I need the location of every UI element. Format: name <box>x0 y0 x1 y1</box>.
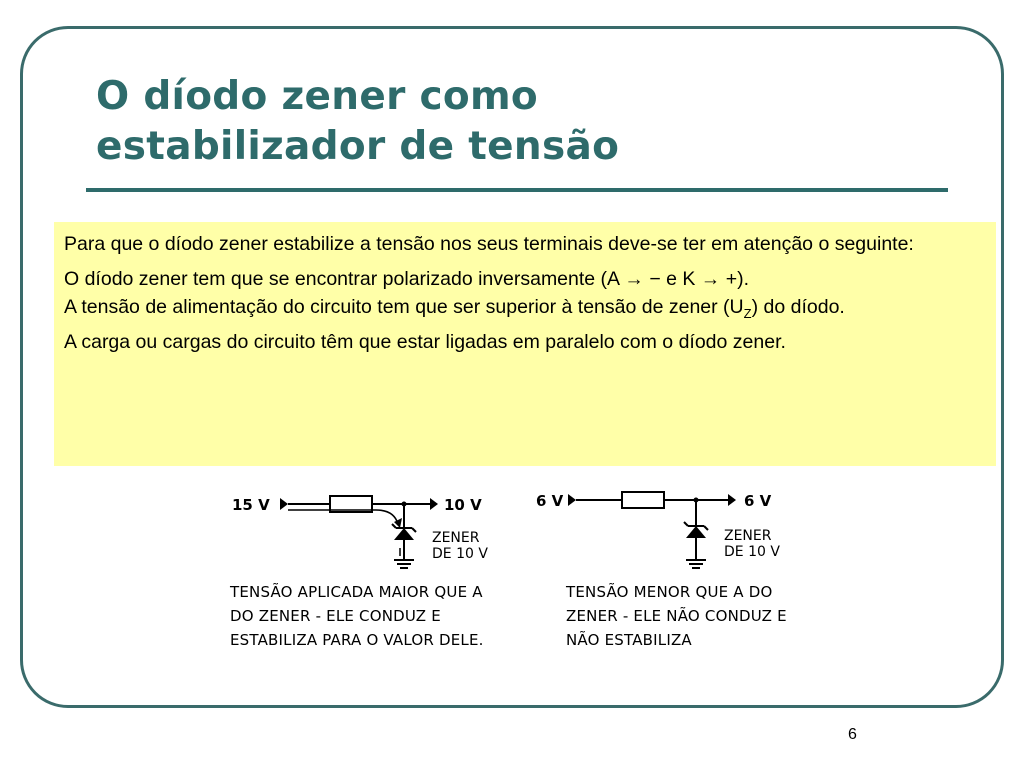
output-voltage-label: 6 V <box>744 492 772 510</box>
intro-text: Para que o díodo zener estabilize a tensão nos seus terminais deve-se ter em atenção o seguinte: <box>64 233 914 255</box>
output-arrow-icon <box>728 494 736 506</box>
caption-right-line-2: ZENER - ELE NÃO CONDUZ E <box>566 607 787 625</box>
zener-cathode-bar <box>684 522 688 526</box>
supply-text-pre: A tensão de alimentação do circuito tem que ser superior à tensão de zener (U <box>64 296 744 318</box>
caption-right-line-3: NÃO ESTABILIZA <box>566 631 692 649</box>
title-underline <box>86 188 948 192</box>
zener-label-line-1: ZENER <box>724 528 772 544</box>
caption-right <box>566 580 787 652</box>
supply-subscript: Z <box>743 305 752 321</box>
supply-voltage-text <box>64 293 986 328</box>
zener-diode-icon <box>394 528 414 540</box>
caption-right-line-1: TENSÃO MENOR QUE A DO <box>566 583 773 601</box>
input-voltage-label: 6 V <box>536 492 564 510</box>
input-arrow-icon <box>280 498 288 510</box>
input-voltage-label: 15 V <box>232 496 270 514</box>
circuit-diagram-left <box>226 484 526 580</box>
output-arrow-icon <box>430 498 438 510</box>
caption-left-line-1: TENSÃO APLICADA MAIOR QUE A <box>230 583 483 601</box>
zener-label-line-1: ZENER <box>432 530 480 546</box>
slide-title <box>96 72 956 172</box>
zener-cathode-bar <box>412 528 416 532</box>
supply-text-post: ) do díodo. <box>751 296 845 318</box>
title-line-1: O díodo zener como <box>96 74 539 119</box>
page-number: 6 <box>848 726 857 743</box>
zener-label-line-2: DE 10 V <box>724 544 780 560</box>
circuit-left-svg <box>226 484 526 580</box>
zener-label-line-2: DE 10 V <box>432 546 488 562</box>
caption-left-line-2: DO ZENER - ELE CONDUZ E <box>230 607 441 625</box>
zener-cathode-bar <box>392 524 396 528</box>
caption-left-line-3: ESTABILIZA PARA O VALOR DELE. <box>230 631 484 649</box>
resistor-icon <box>622 492 664 508</box>
polarization-text: O díodo zener tem que se encontrar polarizado inversamente (A → − e K → +). <box>64 268 750 290</box>
input-arrow-icon <box>568 494 576 506</box>
circuit-diagram-right <box>532 484 822 580</box>
title-line-2: estabilizador de tensão <box>96 124 620 169</box>
caption-left <box>230 580 484 652</box>
info-box <box>54 222 996 466</box>
circuit-right-svg <box>532 484 822 580</box>
zener-diode-icon <box>686 526 706 538</box>
output-voltage-label: 10 V <box>444 496 482 514</box>
zener-cathode-bar <box>704 526 708 530</box>
load-text: A carga ou cargas do circuito têm que estar ligadas em paralelo com o díodo zener. <box>64 330 786 353</box>
